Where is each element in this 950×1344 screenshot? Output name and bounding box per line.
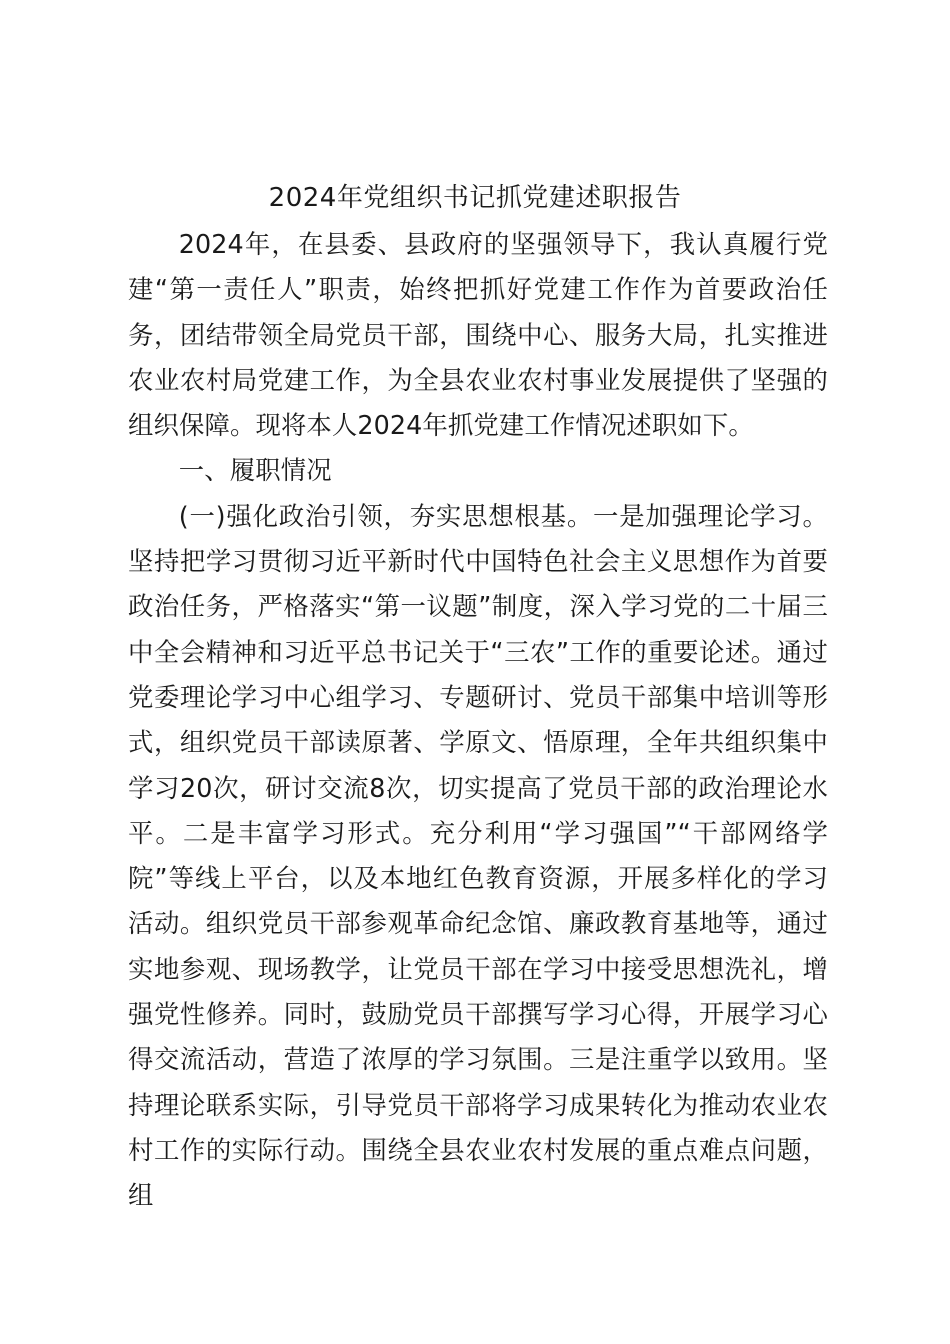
document-title: 2024年党组织书记抓党建述职报告 — [268, 183, 682, 213]
section-heading: 一、履职情况 — [178, 455, 332, 486]
section-paragraph: (一)强化政治引领，夯实思想根基。一是加强理论学习。坚持把学习贯彻习近平新时代中国特色社会主义思想作为首要政治任务，严格落实“第一议题”制度，深入学习党的二十届三中全会精神和习近平总书记关于“三农”工作的重要论述。通过党委理论学习中心组学习、专题研讨、党员干部集中培训等形式，组织党员干部读原著、学原文、悟原理，全年共组织集中学习20次，研讨交流8次，切实提高了党员干部的政治理论水平。二是丰富学习形式。充分利用“学习强国”“干部网络学院”等线上平台，以及本地红色教育资源，开展多样化的学习活动。组织党员干部参观革命纪念馆、廉政教育基地等，通过实地参观、现场教学，让党员干部在学习中接受思想洗礼，增强党性修养。同时，鼓励党员干部撰写学习心得，开展学习心得交流活动，营造了浓厚的学习氛围。三是注重学以致用。坚持理论联系实际，引导党员干部将学习成果转化为推动农业农村工作的实际行动。围绕全县农业农村发展的重点难点问题，组 — [128, 500, 828, 1211]
document-body — [128, 222, 828, 1219]
intro-paragraph: 2024年，在县委、县政府的坚强领导下，我认真履行党建“第一责任人”职责，始终把抓好党建工作作为首要政治任务，团结带领全局党员干部，围绕中心、服务大局，扎实推进农业农村局党建工作，为全县农业农村事业发展提供了坚强的组织保障。现将本人2024年抓党建工作情况述职如下。 — [128, 229, 828, 441]
